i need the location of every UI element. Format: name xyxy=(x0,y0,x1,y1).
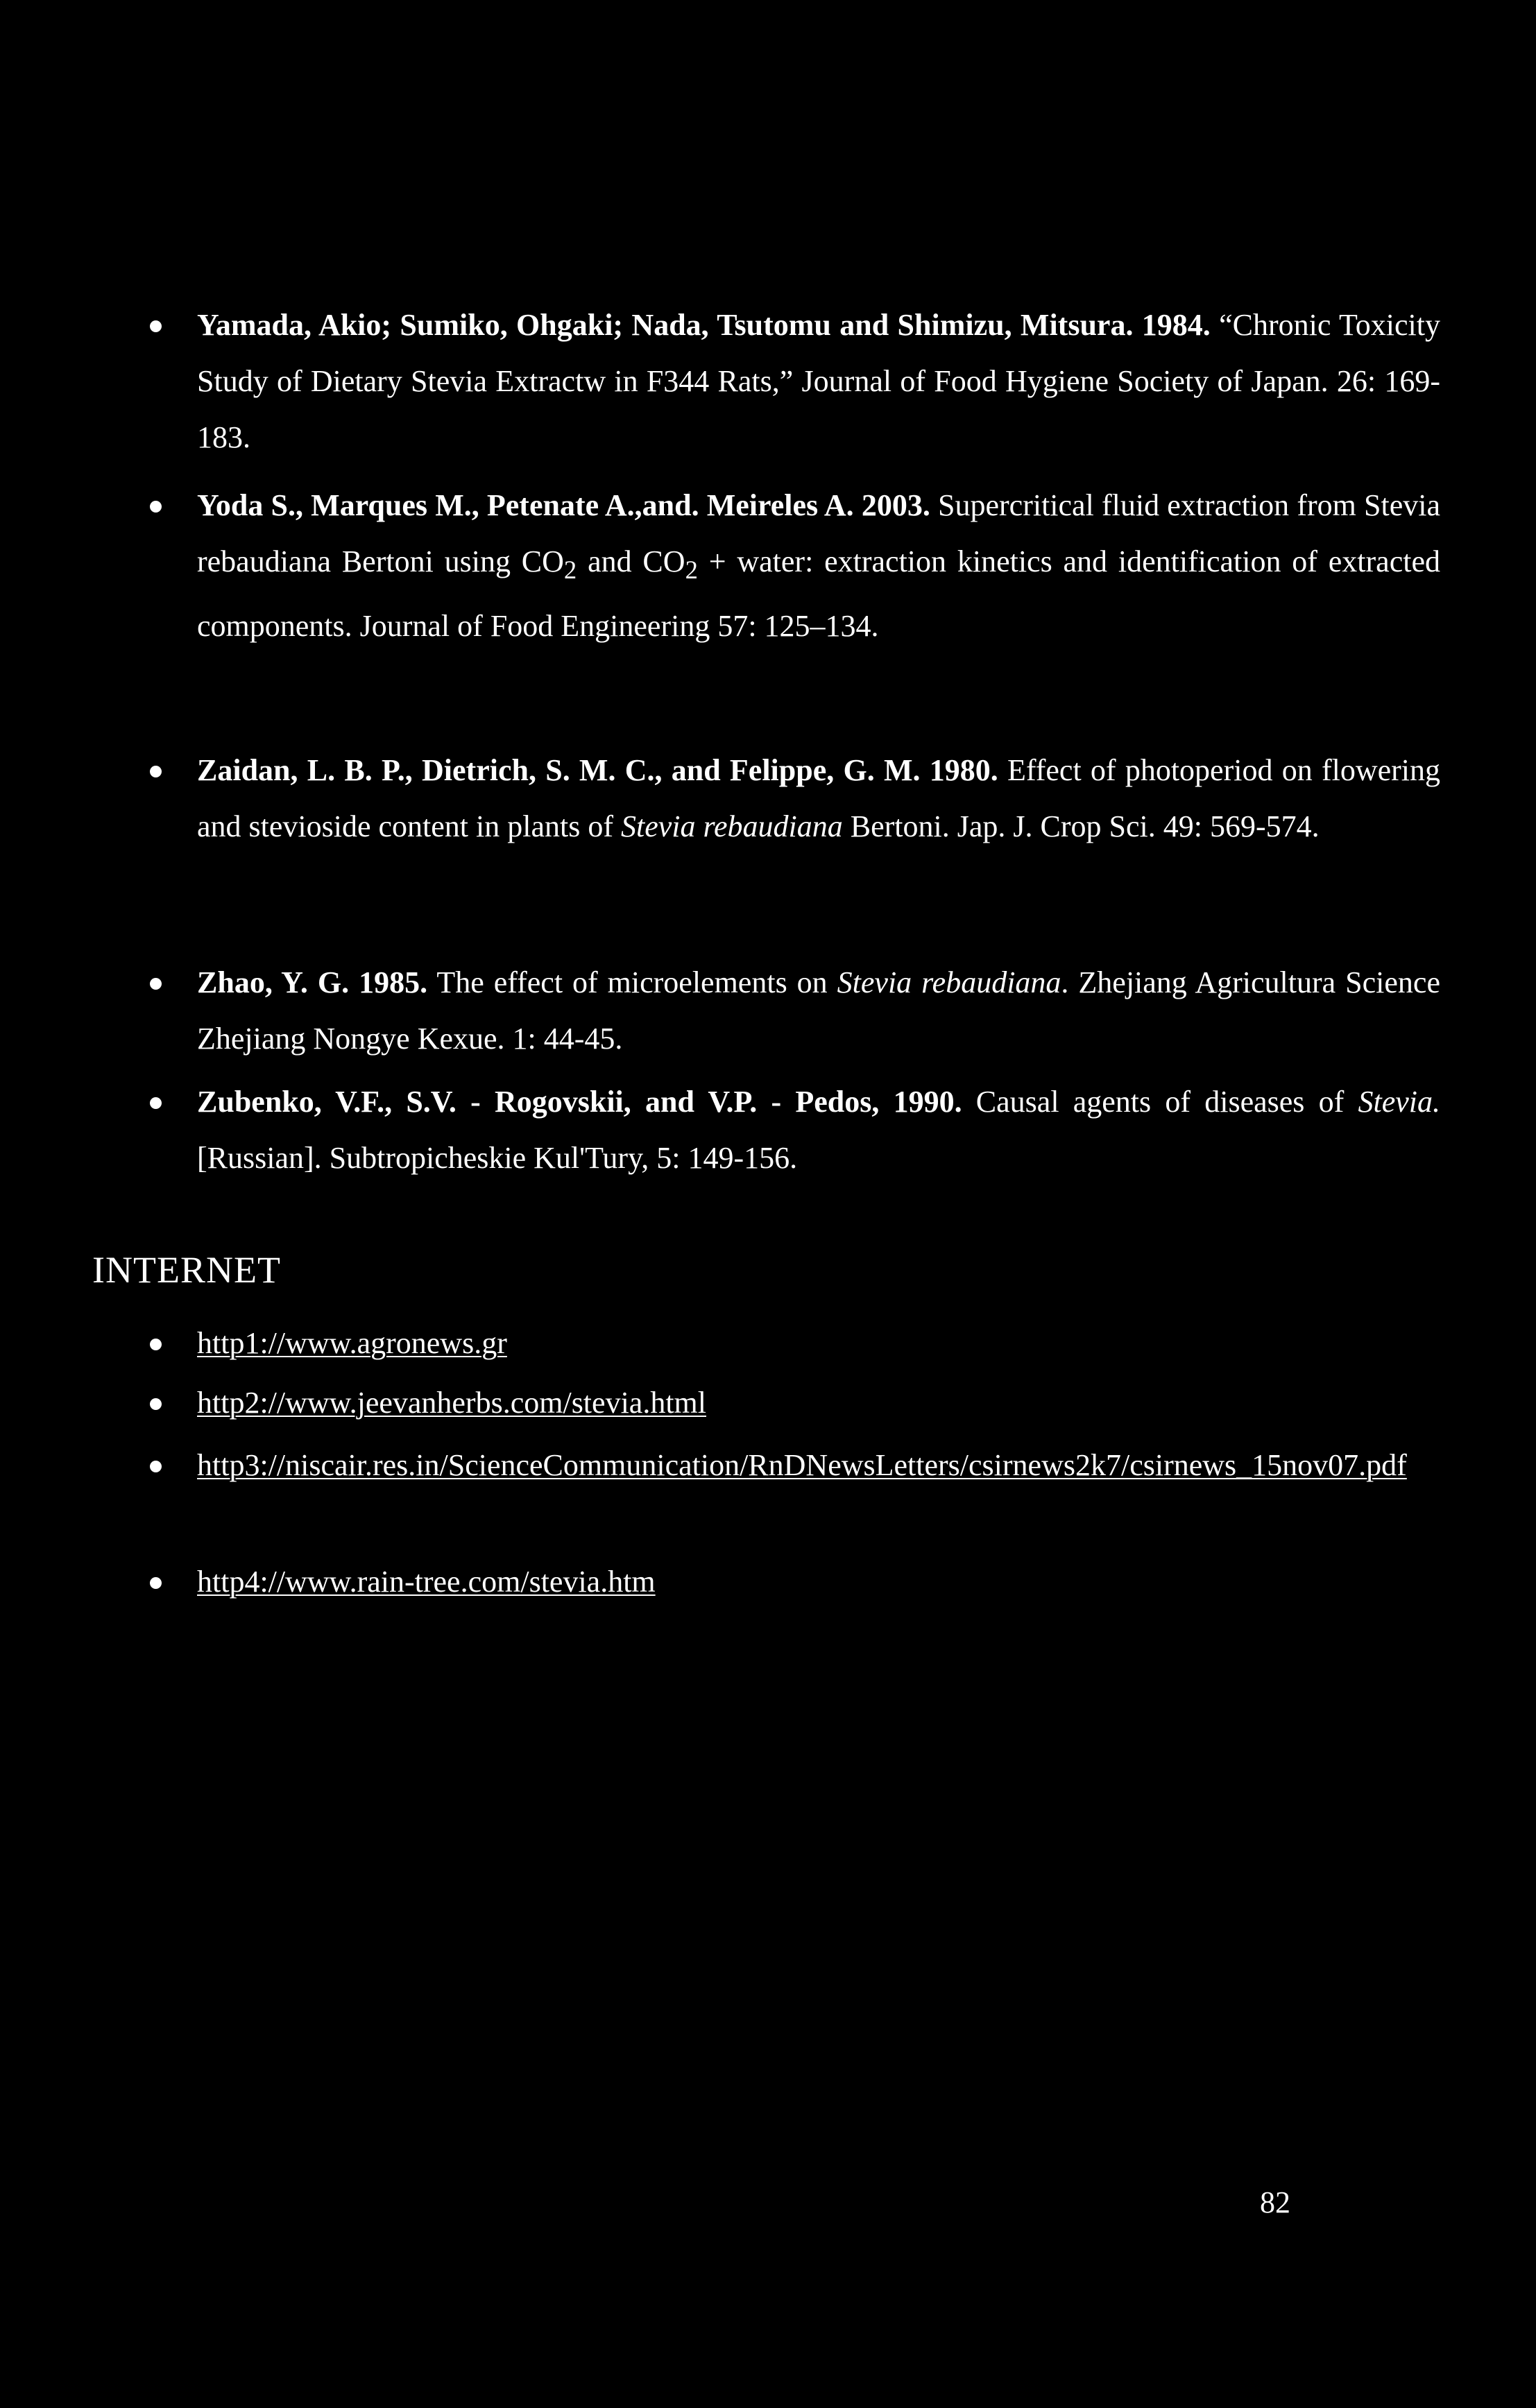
link-text[interactable]: http1://www.agronews.gr xyxy=(197,1326,507,1360)
reference-authors: Yoda S., Marques M., Petenate A.,and. Meireles A. 2003. xyxy=(197,488,930,522)
reference-zubenko xyxy=(150,1074,1440,1186)
species-name: Stevia rebaudiana xyxy=(837,965,1061,999)
reference-text: Effect of photoperiod on flowering and stevioside content in plants of xyxy=(197,753,1440,843)
bullet-icon xyxy=(150,320,162,332)
link-text[interactable]: http4://www.rain-tree.com/stevia.htm xyxy=(197,1565,656,1599)
bullet-icon xyxy=(150,501,162,513)
link-text[interactable]: http3://niscair.res.in/ScienceCommunication/RnDNewsLetters/csirnews2k7/csirnews_15nov07.pdf xyxy=(197,1448,1407,1482)
bullet-icon xyxy=(150,978,162,990)
bullet-icon xyxy=(150,766,162,777)
internet-link-4[interactable] xyxy=(150,1554,1440,1610)
reference-zaidan xyxy=(150,742,1440,854)
reference-text: “Chronic Toxicity Study of Dietary Stevia Extractw in F344 Rats,” Journal of Food Hygiene Society of Japan. 26: 169-183. xyxy=(197,308,1440,454)
reference-yoda xyxy=(150,477,1440,654)
reference-text: [Russian]. Subtropicheskie Kul'Tury, 5: 149-156. xyxy=(197,1141,798,1175)
reference-text: Causal agents of diseases of xyxy=(962,1085,1358,1119)
subscript: 2 xyxy=(685,555,698,584)
internet-link-3[interactable] xyxy=(150,1437,1440,1493)
reference-text: Bertoni. Jap. J. Crop Sci. 49: 569-574. xyxy=(842,809,1320,843)
species-name: Stevia. xyxy=(1358,1085,1440,1119)
internet-link-1[interactable] xyxy=(150,1315,1440,1371)
reference-text: + water: extraction kinetics and identification of extracted components. Journal of Food Engineering 57: 125–134. xyxy=(197,544,1440,643)
bullet-icon xyxy=(150,1339,162,1350)
reference-yamada xyxy=(150,297,1440,465)
reference-text: The effect of microelements on xyxy=(427,965,837,999)
bullet-icon xyxy=(150,1577,162,1589)
reference-text: . Zhejiang Agricultura Science Zhejiang Nongye Kexue. 1: 44-45. xyxy=(197,965,1440,1056)
reference-authors: Zubenko, V.F., S.V. - Rogovskii, and V.P. - Pedos, 1990. xyxy=(197,1085,962,1119)
reference-text: Supercritical fluid extraction from Stevia rebaudiana Bertoni using CO xyxy=(197,488,1440,578)
page-number: 82 xyxy=(1260,2185,1290,2219)
reference-authors: Yamada, Akio; Sumiko, Ohgaki; Nada, Tsutomu and Shimizu, Mitsura. 1984. xyxy=(197,308,1211,342)
internet-link-2[interactable] xyxy=(150,1375,1440,1431)
reference-authors: Zaidan, L. B. P., Dietrich, S. M. C., and Felippe, G. M. 1980. xyxy=(197,753,998,787)
bullet-icon xyxy=(150,1398,162,1410)
reference-authors: Zhao, Y. G. 1985. xyxy=(197,965,428,999)
section-title-internet: INTERNET xyxy=(92,1249,281,1291)
reference-text: and CO xyxy=(577,544,685,578)
subscript: 2 xyxy=(563,555,577,584)
reference-zhao xyxy=(150,954,1440,1067)
species-name: Stevia rebaudiana xyxy=(621,809,843,843)
bullet-icon xyxy=(150,1461,162,1472)
bullet-icon xyxy=(150,1097,162,1109)
link-text[interactable]: http2://www.jeevanherbs.com/stevia.html xyxy=(197,1386,706,1420)
